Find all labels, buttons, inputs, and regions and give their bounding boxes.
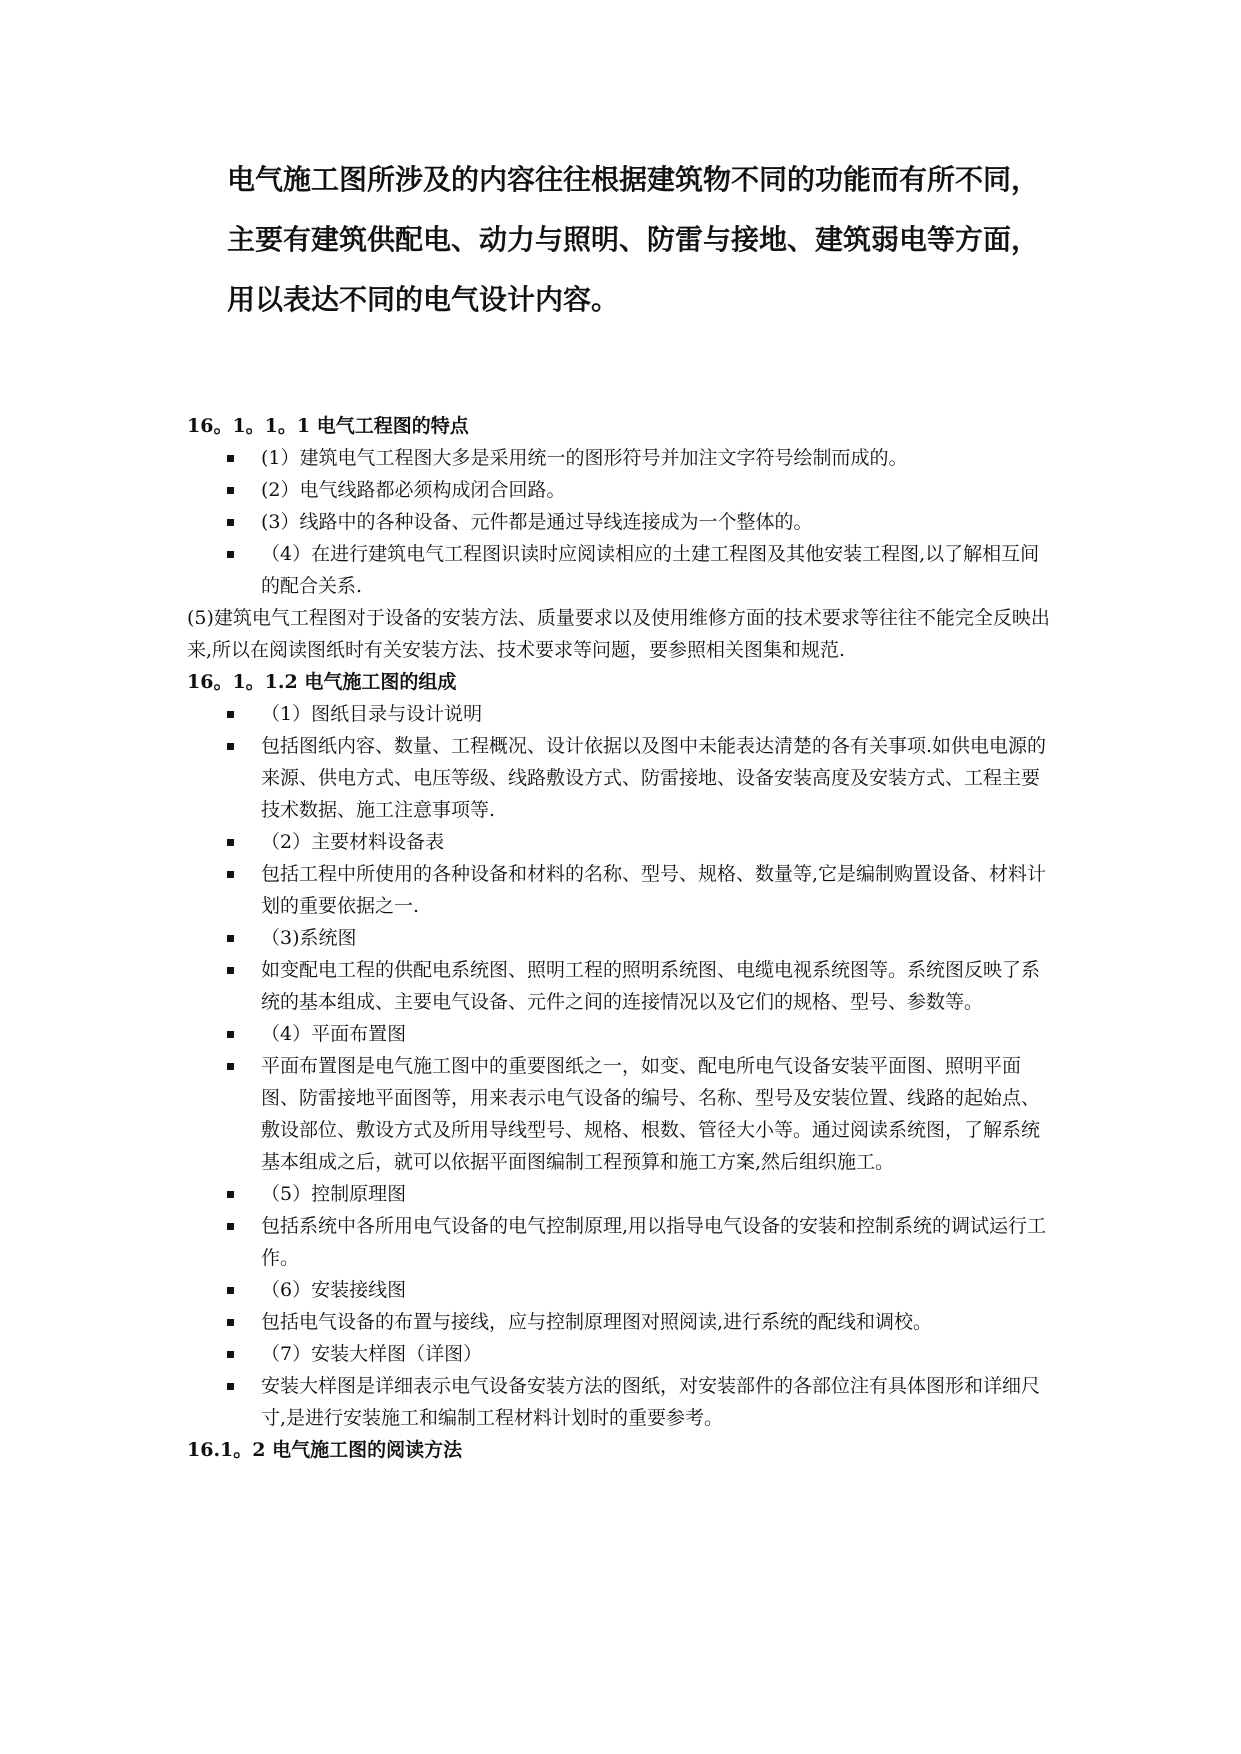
list-item	[187, 1210, 1057, 1274]
list-item-text: (1）建筑电气工程图大多是采用统一的图形符号并加注文字符号绘制而成的。	[261, 447, 908, 469]
bullet-icon	[227, 935, 234, 942]
features-list	[187, 442, 1057, 602]
bullet-icon	[227, 1383, 234, 1390]
list-item-text: (3）线路中的各种设备、元件都是通过导线连接成为一个整体的。	[261, 511, 813, 533]
list-item	[187, 1338, 1057, 1370]
bullet-icon	[227, 1287, 234, 1294]
composition-list	[187, 698, 1057, 1434]
list-item	[187, 1370, 1057, 1434]
document-body	[187, 410, 1057, 1466]
bullet-icon	[227, 455, 234, 462]
bullet-icon	[227, 1063, 234, 1070]
bullet-icon	[227, 1319, 234, 1326]
bullet-icon	[227, 967, 234, 974]
intro-paragraph: 电气施工图所涉及的内容往往根据建筑物不同的功能而有所不同，主要有建筑供配电、动力与照明、防雷与接地、建筑弱电等方面，用以表达不同的电气设计内容。	[227, 163, 1040, 316]
list-item-text: （4）平面布置图	[261, 1023, 407, 1045]
bullet-icon	[227, 551, 234, 558]
section-heading-reading-method: 16.1。2 电气施工图的阅读方法	[187, 1439, 463, 1461]
list-item	[187, 858, 1057, 922]
list-item-text: 包括图纸内容、数量、工程概况、设计依据以及图中未能表达清楚的各有关事项.如供电电源的来源、供电方式、电压等级、线路敷设方式、防雷接地、设备安装高度及安装方式、工程主要技术数据、施工注意事项等.	[261, 735, 1047, 821]
list-item-text: 安装大样图是详细表示电气设备安装方法的图纸，对安装部件的各部位注有具体图形和详细尺寸,是进行安装施工和编制工程材料计划时的重要参考。	[261, 1375, 1041, 1429]
list-item	[187, 1178, 1057, 1210]
list-item	[187, 826, 1057, 858]
list-item-text: 包括系统中各所用电气设备的电气控制原理,用以指导电气设备的安装和控制系统的调试运行工作。	[261, 1215, 1047, 1269]
list-item	[187, 954, 1057, 1018]
section-heading-features: 16。1。1。1 电气工程图的特点	[187, 415, 469, 437]
list-item-text: （5）控制原理图	[261, 1183, 407, 1205]
list-item-text: 如变配电工程的供配电系统图、照明工程的照明系统图、电缆电视系统图等。系统图反映了系统的基本组成、主要电气设备、元件之间的连接情况以及它们的规格、型号、参数等。	[261, 959, 1041, 1013]
list-item	[187, 1274, 1057, 1306]
list-item	[187, 922, 1057, 954]
list-item	[187, 698, 1057, 730]
bullet-icon	[227, 1223, 234, 1230]
bullet-icon	[227, 871, 234, 878]
list-item-text: 包括电气设备的布置与接线，应与控制原理图对照阅读,进行系统的配线和调校。	[261, 1311, 933, 1333]
list-item-text: （2）主要材料设备表	[261, 831, 445, 853]
bullet-icon	[227, 487, 234, 494]
bullet-icon	[227, 519, 234, 526]
list-item	[187, 442, 1057, 474]
list-item	[187, 1050, 1057, 1178]
list-item-text: （3)系统图	[261, 927, 357, 949]
list-item-text: （7）安装大样图（详图）	[261, 1343, 483, 1365]
features-paragraph: (5)建筑电气工程图对于设备的安装方法、质量要求以及使用维修方面的技术要求等往往不能完全反映出来,所以在阅读图纸时有关安装方法、技术要求等问题，要参照相关图集和规范.	[187, 607, 1050, 661]
list-item-text: 平面布置图是电气施工图中的重要图纸之一，如变、配电所电气设备安装平面图、照明平面图、防雷接地平面图等，用来表示电气设备的编号、名称、型号及安装位置、线路的起始点、敷设部位、敷设方式及所用导线型号、规格、根数、管径大小等。通过阅读系统图，了解系统基本组成之后，就可以依据平面图编制工程预算和施工方案,然后组织施工。	[261, 1055, 1041, 1173]
bullet-icon	[227, 743, 234, 750]
list-item-text: 包括工程中所使用的各种设备和材料的名称、型号、规格、数量等,它是编制购置设备、材料计划的重要依据之一.	[261, 863, 1047, 917]
list-item	[187, 474, 1057, 506]
list-item-text: （1）图纸目录与设计说明	[261, 703, 483, 725]
bullet-icon	[227, 1191, 234, 1198]
list-item	[187, 538, 1057, 602]
bullet-icon	[227, 711, 234, 718]
list-item-text: （6）安装接线图	[261, 1279, 407, 1301]
list-item-text: （4）在进行建筑电气工程图识读时应阅读相应的土建工程图及其他安装工程图,以了解相互间的配合关系.	[261, 543, 1040, 597]
section-heading-composition: 16。1。1.2 电气施工图的组成	[187, 671, 457, 693]
list-item-text: (2）电气线路都必须构成闭合回路。	[261, 479, 566, 501]
list-item	[187, 506, 1057, 538]
list-item	[187, 1306, 1057, 1338]
list-item	[187, 730, 1057, 826]
bullet-icon	[227, 1351, 234, 1358]
bullet-icon	[227, 1031, 234, 1038]
list-item	[187, 1018, 1057, 1050]
bullet-icon	[227, 839, 234, 846]
